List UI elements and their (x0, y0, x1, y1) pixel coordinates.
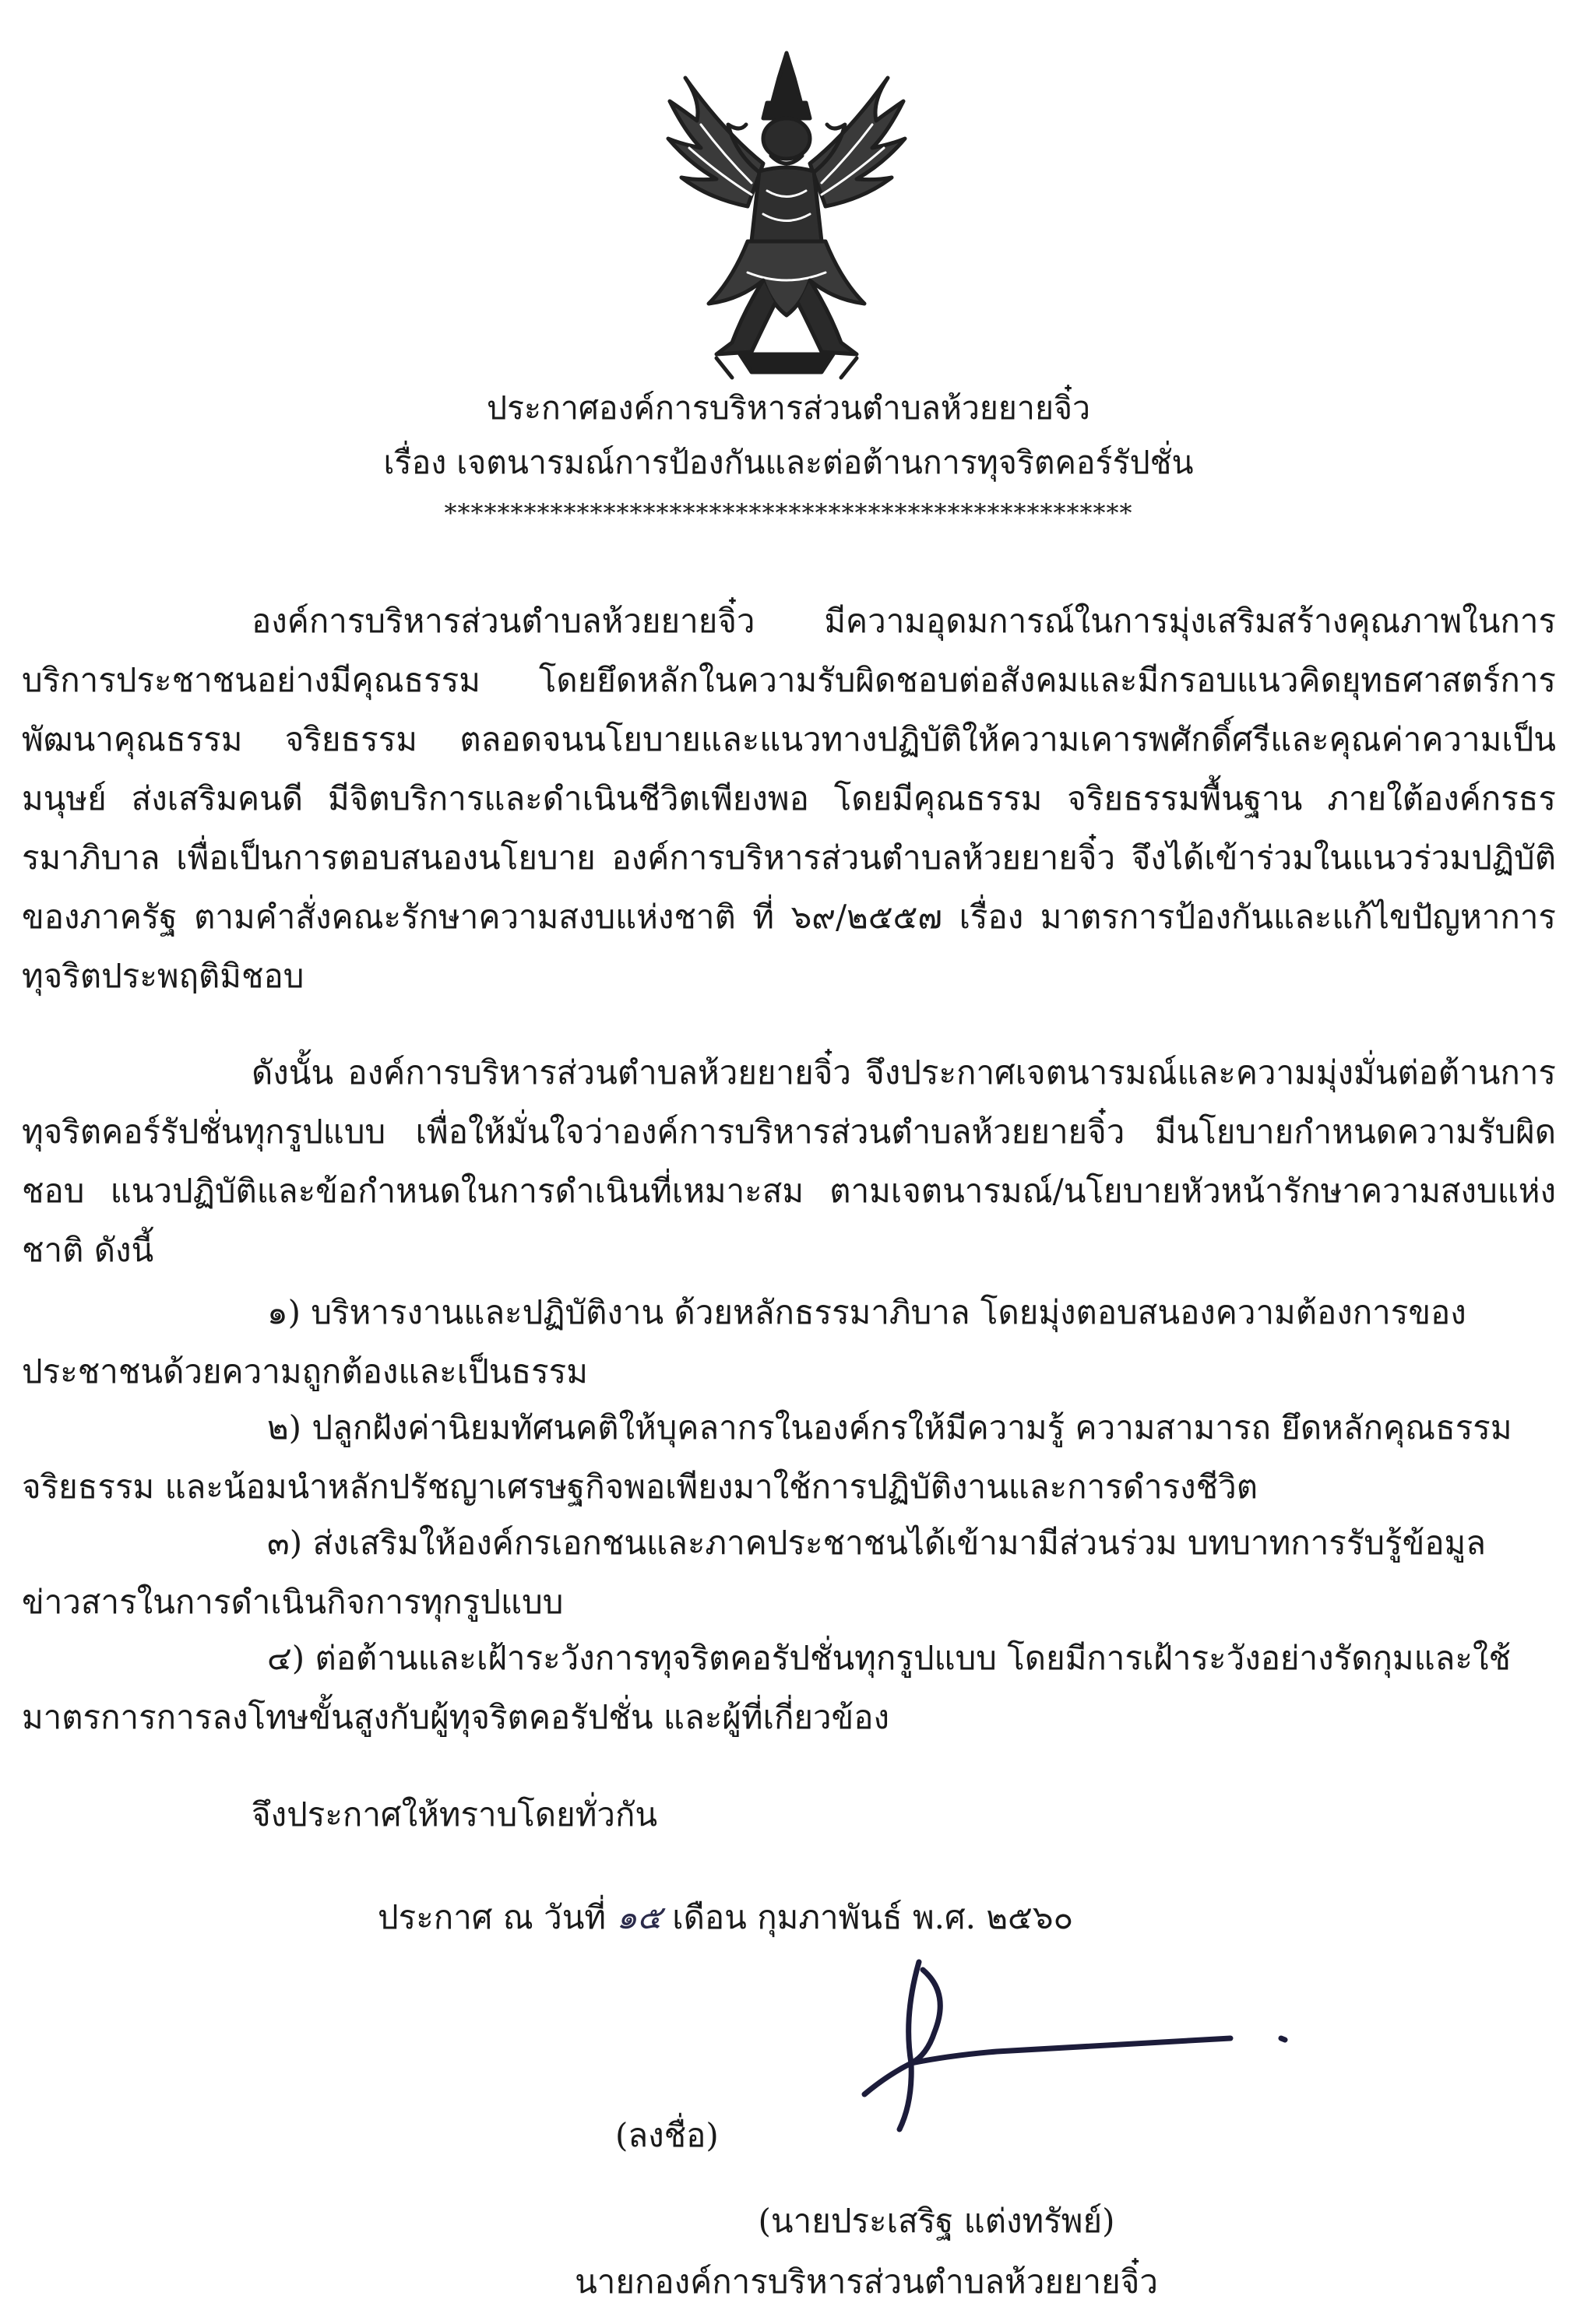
body-paragraph-2: ดังนั้น องค์การบริหารส่วนตำบลห้วยยายจิ๋ว จึงประกาศเจตนารมณ์และความมุ่งมั่นต่อต้านการทุจริตคอร์รัปชั่นทุกรูปแบบ เพื่อให้มั่นใจว่าองค์การบริหารส่วนตำบลห้วยยายจิ๋ว มีนโยบายกำหนดความรับผิดชอบ แนวปฏิบัติและข้อกำหนดในการดำเนินที่เหมาะสม ตามเจตนารมณ์/นโยบายหัวหน้ารักษาความสงบแห่งชาติ ดังนี้ (22, 1053, 1556, 1269)
body-paragraph-1: องค์การบริหารส่วนตำบลห้วยยายจิ๋ว มีความอุดมการณ์ในการมุ่งเสริมสร้างคุณภาพในการบริการประชาชนอย่างมีคุณธรรม โดยยึดหลักในความรับผิดชอบต่อสังคมและมีกรอบแนวคิดยุทธศาสตร์การพัฒนาคุณธรรม จริยธรรม ตลอดจนนโยบายและแนวทางปฏิบัติให้ความเคารพศักดิ์ศรีและคุณค่าความเป็นมนุษย์ ส่งเสริมคนดี มีจิตบริการและดำเนินชีวิตเพียงพอ โดยมีคุณธรรม จริยธรรมพื้นฐาน ภายใต้องค์กรธรรมาภิบาล เพื่อเป็นการตอบสนองนโยบาย องค์การบริหารส่วนตำบลห้วยยายจิ๋ว จึงได้เข้าร่วมในแนวร่วมปฏิบัติของภาครัฐ ตามคำสั่งคณะรักษาความสงบแห่งชาติ ที่ ๖๙/๒๕๕๗ เรื่อง มาตรการป้องกันและแก้ไขปัญหาการทุจริตประพฤติมิชอบ (22, 602, 1556, 995)
announcement-date (378, 1892, 1073, 1943)
handwritten-signature-icon (857, 1946, 1293, 2133)
signature-label: (ลงชื่อ) (615, 2116, 719, 2154)
closing-statement: จึงประกาศให้ทราบโดยทั่วกัน (252, 1795, 658, 1834)
garuda-emblem-icon (654, 47, 919, 381)
policy-item-2: ๒) ปลูกฝังค่านิยมทัศนคติให้บุคลากรในองค์กรให้มีความรู้ ความสามารถ ยึดหลักคุณธรรมจริยธรรม และน้อมนำหลักปรัชญาเศรษฐกิจพอเพียงมาใช้การปฏิบัติงานและการดำรงชีวิต (22, 1408, 1512, 1506)
policy-item-1: ๑) บริหารงานและปฏิบัติงาน ด้วยหลักธรรมาภิบาล โดยมุ่งตอบสนองความต้องการของประชาชนด้วยความถูกต้องและเป็นธรรม (22, 1293, 1466, 1391)
announcement-title: ประกาศองค์การบริหารส่วนตำบลห้วยยายจิ๋ว (486, 389, 1091, 427)
signer-name: (นายประเสริฐ แต่งทรัพย์) (758, 2202, 1115, 2240)
policy-item-3: ๓) ส่งเสริมให้องค์กรเอกชนและภาคประชาชนได้เข้ามามีส่วนร่วม บทบาทการรับรู้ข้อมูลข่าวสารในการดำเนินกิจการทุกรูปแบบ (22, 1524, 1486, 1621)
title-divider: **************************************************** (444, 498, 1133, 528)
date-day-handwritten: ๑๕ (616, 1898, 662, 1936)
date-prefix: ประกาศ ณ วันที่ (378, 1898, 607, 1936)
policy-item-4: ๔) ต่อต้านและเฝ้าระวังการทุจริตคอรัปชั่นทุกรูปแบบ โดยมีการเฝ้าระวังอย่างรัดกุมและใช้มาตรการการลงโทษขั้นสูงกับผู้ทุจริตคอรัปชั่น และผู้ที่เกี่ยวข้อง (22, 1639, 1511, 1736)
date-suffix: เดือน กุมภาพันธ์ พ.ศ. ๒๕๖๐ (672, 1898, 1074, 1936)
signer-position: นายกองค์การบริหารส่วนตำบลห้วยยายจิ๋ว (575, 2262, 1158, 2301)
announcement-subject: เรื่อง เจตนารมณ์การป้องกันและต่อต้านการทุจริตคอร์รัปชั่น (383, 444, 1194, 481)
